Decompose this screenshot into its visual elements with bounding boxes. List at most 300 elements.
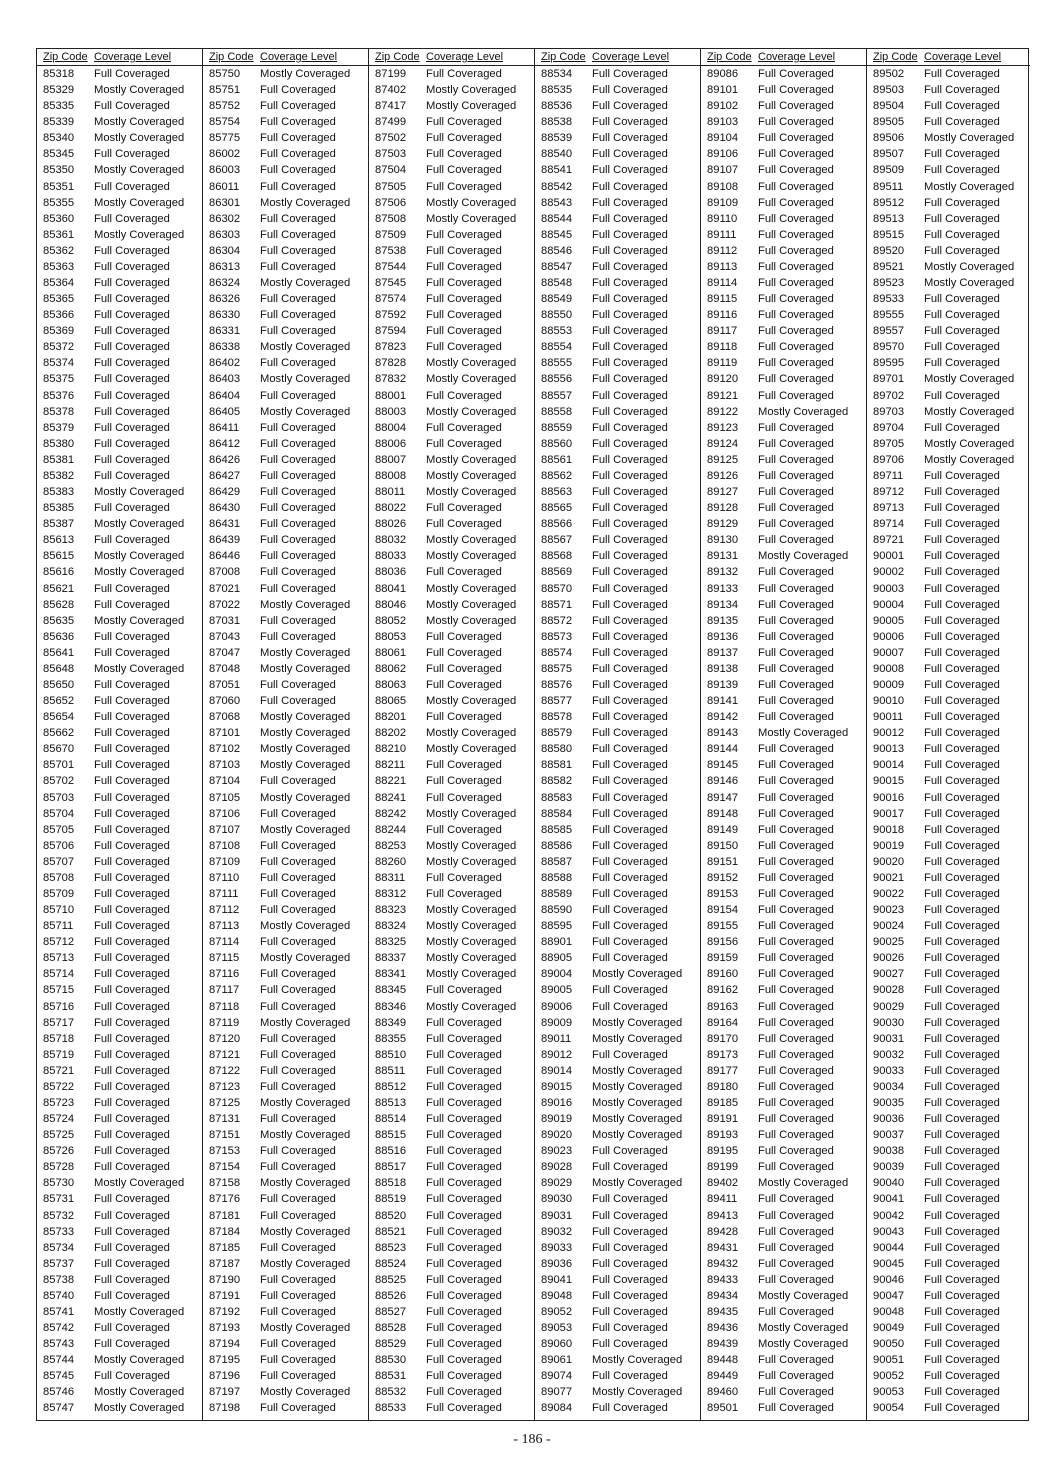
coverage-level-cell: Mostly Coveraged <box>592 1386 683 1399</box>
coverage-level-header: Coverage Level <box>260 51 338 63</box>
zip-code-cell: 90040 <box>873 1177 905 1190</box>
zip-code-cell: 88061 <box>375 646 407 659</box>
coverage-level-cell: Full Coveraged <box>260 469 336 482</box>
coverage-level-cell: Full Coveraged <box>260 968 336 981</box>
coverage-level-cell: Full Coveraged <box>426 1225 502 1238</box>
table-row <box>203 773 368 789</box>
table-row <box>535 275 700 291</box>
table-row <box>37 243 202 259</box>
table-row <box>369 195 534 211</box>
coverage-level-cell: Full Coveraged <box>924 1193 1000 1206</box>
table-row <box>867 613 1030 629</box>
coverage-level-cell: Full Coveraged <box>924 1306 1000 1319</box>
coverage-level-cell: Full Coveraged <box>924 582 1000 595</box>
table-row <box>535 1272 700 1288</box>
coverage-level-cell: Full Coveraged <box>592 614 668 627</box>
coverage-level-cell: Full Coveraged <box>924 486 1000 499</box>
table-row <box>701 757 866 773</box>
coverage-level-cell: Full Coveraged <box>924 1354 1000 1367</box>
table-row <box>701 1336 866 1352</box>
coverage-level-cell: Full Coveraged <box>260 871 336 884</box>
coverage-level-cell: Mostly Coveraged <box>260 1257 351 1270</box>
table-row <box>203 1336 368 1352</box>
coverage-level-cell: Mostly Coveraged <box>924 180 1015 193</box>
coverage-level-cell: Full Coveraged <box>94 887 170 900</box>
table-row <box>535 1175 700 1191</box>
coverage-level-cell: Full Coveraged <box>924 1386 1000 1399</box>
table-row <box>37 1159 202 1175</box>
coverage-level-cell: Mostly Coveraged <box>260 373 351 386</box>
zip-code-cell: 89132 <box>707 566 739 579</box>
zip-code-cell: 88901 <box>541 936 573 949</box>
coverage-level-cell: Full Coveraged <box>592 341 668 354</box>
table-row <box>867 420 1030 436</box>
coverage-level-cell: Full Coveraged <box>94 260 170 273</box>
coverage-level-cell: Full Coveraged <box>924 678 1000 691</box>
coverage-level-cell: Full Coveraged <box>924 357 1000 370</box>
table-row <box>37 1320 202 1336</box>
table-row <box>867 709 1030 725</box>
coverage-level-cell: Full Coveraged <box>924 743 1000 756</box>
coverage-level-cell: Full Coveraged <box>924 1273 1000 1286</box>
table-row <box>203 291 368 307</box>
table-row <box>701 1304 866 1320</box>
table-row <box>535 1320 700 1336</box>
table-row <box>369 1047 534 1063</box>
coverage-level-cell: Full Coveraged <box>94 775 170 788</box>
table-row <box>535 355 700 371</box>
zip-code-cell: 90013 <box>873 743 905 756</box>
zip-code-cell: 85650 <box>43 678 75 691</box>
zip-code-cell: 90001 <box>873 550 905 563</box>
zip-code-cell: 89029 <box>541 1177 573 1190</box>
coverage-level-cell: Full Coveraged <box>924 920 1000 933</box>
coverage-level-cell: Full Coveraged <box>592 486 668 499</box>
table-row <box>701 725 866 741</box>
coverage-level-cell: Full Coveraged <box>94 373 170 386</box>
coverage-level-cell: Full Coveraged <box>758 469 834 482</box>
table-row <box>37 677 202 693</box>
table-row <box>867 1272 1030 1288</box>
table-row <box>867 1047 1030 1063</box>
coverage-level-cell: Full Coveraged <box>94 357 170 370</box>
zip-code-cell: 89141 <box>707 695 739 708</box>
coverage-level-cell: Full Coveraged <box>592 1000 668 1013</box>
zip-code-cell: 85379 <box>43 421 75 434</box>
table-row <box>203 709 368 725</box>
zip-code-cell: 85740 <box>43 1289 75 1302</box>
table-row <box>203 854 368 870</box>
table-row <box>535 1079 700 1095</box>
table-row <box>37 1191 202 1207</box>
coverage-level-cell: Full Coveraged <box>94 212 170 225</box>
table-row <box>369 146 534 162</box>
zip-code-cell: 88036 <box>375 566 407 579</box>
zip-code-cell: 89114 <box>707 277 738 290</box>
zip-code-cell: 87592 <box>375 309 407 322</box>
coverage-level-cell: Full Coveraged <box>94 678 170 691</box>
coverage-level-cell: Full Coveraged <box>592 743 668 756</box>
coverage-level-cell: Full Coveraged <box>94 1322 170 1335</box>
table-row <box>867 1256 1030 1272</box>
table-row <box>867 1320 1030 1336</box>
zip-code-cell: 90054 <box>873 1402 905 1415</box>
coverage-level-cell: Full Coveraged <box>426 662 502 675</box>
coverage-level-cell: Full Coveraged <box>94 1032 170 1045</box>
zip-code-cell: 87113 <box>209 920 240 933</box>
zip-code-cell: 88323 <box>375 904 407 917</box>
coverage-level-cell: Full Coveraged <box>924 1322 1000 1335</box>
table-row <box>535 693 700 709</box>
coverage-level-cell: Full Coveraged <box>260 550 336 563</box>
coverage-level-cell: Full Coveraged <box>94 807 170 820</box>
table-row <box>37 645 202 661</box>
table-row <box>701 516 866 532</box>
zip-code-cell: 89139 <box>707 678 739 691</box>
zip-code-cell: 87043 <box>209 630 241 643</box>
table-row <box>701 645 866 661</box>
table-row <box>701 838 866 854</box>
table-row <box>535 1224 700 1240</box>
column-header <box>535 49 700 66</box>
table-row <box>867 934 1030 950</box>
zip-code-cell: 85345 <box>43 148 75 161</box>
zip-code-cell: 87199 <box>375 68 407 80</box>
zip-code-cell: 88210 <box>375 743 407 756</box>
table-row <box>867 1159 1030 1175</box>
table-row <box>867 790 1030 806</box>
coverage-level-cell: Mostly Coveraged <box>592 1177 683 1190</box>
zip-code-cell: 88578 <box>541 711 573 724</box>
coverage-level-cell: Full Coveraged <box>592 453 668 466</box>
table-row <box>535 902 700 918</box>
zip-code-cell: 89411 <box>707 1193 738 1206</box>
table-row <box>203 1368 368 1384</box>
table-row <box>535 452 700 468</box>
coverage-level-cell: Mostly Coveraged <box>426 84 517 97</box>
zip-code-cell: 85340 <box>43 132 75 145</box>
zip-code-cell: 85381 <box>43 453 75 466</box>
table-row <box>535 1015 700 1031</box>
zip-code-cell: 88062 <box>375 662 407 675</box>
table-row <box>203 1079 368 1095</box>
zip-code-cell: 85613 <box>43 534 75 547</box>
coverage-level-cell: Full Coveraged <box>924 196 1000 209</box>
table-row <box>369 1079 534 1095</box>
table-row <box>535 773 700 789</box>
table-row <box>701 1031 866 1047</box>
coverage-level-cell: Full Coveraged <box>758 1370 834 1383</box>
zip-code-cell: 88011 <box>375 486 406 499</box>
zip-code-cell: 89555 <box>873 309 905 322</box>
zip-code-cell: 89032 <box>541 1225 573 1238</box>
zip-code-cell: 89402 <box>707 1177 739 1190</box>
coverage-level-cell: Full Coveraged <box>924 630 1000 643</box>
coverage-level-cell: Full Coveraged <box>924 807 1000 820</box>
coverage-level-cell: Full Coveraged <box>758 116 834 129</box>
coverage-level-cell: Full Coveraged <box>260 518 336 531</box>
zip-code-cell: 89023 <box>541 1145 573 1158</box>
table-row <box>867 1015 1030 1031</box>
coverage-level-cell: Full Coveraged <box>94 920 170 933</box>
zip-code-cell: 89523 <box>873 277 905 290</box>
coverage-level-cell: Full Coveraged <box>426 260 502 273</box>
coverage-level-cell: Mostly Coveraged <box>426 453 517 466</box>
table-row <box>701 709 866 725</box>
table-row <box>535 709 700 725</box>
zip-code-cell: 89128 <box>707 502 739 515</box>
zip-code-cell: 85730 <box>43 1177 75 1190</box>
coverage-level-cell: Full Coveraged <box>260 1370 336 1383</box>
zip-code-cell: 88558 <box>541 405 573 418</box>
table-row <box>203 725 368 741</box>
zip-code-cell: 88545 <box>541 228 573 241</box>
zip-code-cell: 87545 <box>375 277 407 290</box>
coverage-level-cell: Mostly Coveraged <box>426 373 517 386</box>
table-row <box>369 1336 534 1352</box>
zip-code-cell: 89704 <box>873 421 905 434</box>
zip-code-cell: 85708 <box>43 871 75 884</box>
coverage-level-cell: Full Coveraged <box>592 920 668 933</box>
coverage-level-cell: Full Coveraged <box>94 871 170 884</box>
zip-code-cell: 89570 <box>873 341 905 354</box>
zip-code-cell: 85355 <box>43 196 75 209</box>
column-header <box>203 49 368 66</box>
coverage-level-cell: Full Coveraged <box>924 1016 1000 1029</box>
zip-code-cell: 87594 <box>375 325 407 338</box>
coverage-level-cell: Full Coveraged <box>924 614 1000 627</box>
table-row <box>701 195 866 211</box>
table-row <box>37 564 202 580</box>
coverage-level-cell: Full Coveraged <box>592 1273 668 1286</box>
zip-code-cell: 87184 <box>209 1225 241 1238</box>
zip-code-cell: 89503 <box>873 84 905 97</box>
table-row <box>701 773 866 789</box>
zip-code-cell: 88567 <box>541 534 573 547</box>
coverage-level-cell: Full Coveraged <box>426 1145 502 1158</box>
zip-code-cell: 89170 <box>707 1032 739 1045</box>
coverage-level-cell: Full Coveraged <box>426 1257 502 1270</box>
coverage-level-cell: Mostly Coveraged <box>94 1386 185 1399</box>
zip-code-cell: 85746 <box>43 1386 75 1399</box>
coverage-level-cell: Full Coveraged <box>426 759 502 772</box>
table-row <box>535 291 700 307</box>
table-row <box>37 982 202 998</box>
table-row <box>867 581 1030 597</box>
table-row <box>701 1095 866 1111</box>
table-row <box>701 597 866 613</box>
table-row <box>369 950 534 966</box>
table-row <box>37 227 202 243</box>
zip-code-cell: 87502 <box>375 132 407 145</box>
zip-code-cell: 86011 <box>209 180 240 193</box>
zip-code-cell: 88573 <box>541 630 573 643</box>
coverage-level-cell: Full Coveraged <box>758 453 834 466</box>
table-row <box>701 886 866 902</box>
coverage-level-cell: Full Coveraged <box>260 84 336 97</box>
coverage-level-cell: Full Coveraged <box>94 1016 170 1029</box>
table-row <box>203 677 368 693</box>
coverage-level-cell: Full Coveraged <box>94 582 170 595</box>
table-row <box>867 838 1030 854</box>
zip-code-cell: 88349 <box>375 1016 407 1029</box>
coverage-level-cell: Full Coveraged <box>426 1032 502 1045</box>
zip-code-cell: 89509 <box>873 164 905 177</box>
table-row <box>369 790 534 806</box>
table-row <box>701 581 866 597</box>
coverage-level-cell: Full Coveraged <box>924 550 1000 563</box>
table-row <box>701 1015 866 1031</box>
zip-code-cell: 85362 <box>43 244 75 257</box>
coverage-level-cell: Mostly Coveraged <box>94 518 185 531</box>
table-row <box>701 1047 866 1063</box>
table-row <box>701 146 866 162</box>
coverage-level-cell: Mostly Coveraged <box>924 277 1015 290</box>
coverage-level-cell: Full Coveraged <box>260 421 336 434</box>
coverage-level-cell: Full Coveraged <box>426 1386 502 1399</box>
table-row <box>203 1256 368 1272</box>
coverage-level-cell: Mostly Coveraged <box>94 1306 185 1319</box>
zip-code-cell: 85375 <box>43 373 75 386</box>
zip-code-cell: 89428 <box>707 1225 739 1238</box>
table-row <box>701 532 866 548</box>
coverage-level-cell: Full Coveraged <box>260 100 336 113</box>
zip-code-cell: 85733 <box>43 1225 75 1238</box>
zip-code-cell: 85711 <box>43 920 74 933</box>
coverage-level-cell: Full Coveraged <box>924 244 1000 257</box>
zip-code-cell: 88033 <box>375 550 407 563</box>
table-row <box>701 1079 866 1095</box>
table-row <box>369 564 534 580</box>
zip-code-cell: 89436 <box>707 1322 739 1335</box>
coverage-level-cell: Full Coveraged <box>260 855 336 868</box>
table-row <box>203 307 368 323</box>
table-row <box>369 98 534 114</box>
table-row <box>203 500 368 516</box>
table-row <box>369 420 534 436</box>
coverage-level-cell: Full Coveraged <box>592 180 668 193</box>
zip-code-cell: 89149 <box>707 823 739 836</box>
zip-code-cell: 88521 <box>375 1225 407 1238</box>
coverage-level-cell: Mostly Coveraged <box>758 405 849 418</box>
table-row <box>369 1224 534 1240</box>
zip-code-cell: 89124 <box>707 437 739 450</box>
table-row <box>535 98 700 114</box>
table-row <box>535 420 700 436</box>
table-row <box>37 999 202 1015</box>
coverage-level-cell: Mostly Coveraged <box>924 132 1015 145</box>
coverage-level-cell: Full Coveraged <box>426 116 502 129</box>
coverage-level-cell: Mostly Coveraged <box>94 566 185 579</box>
zip-code-cell: 85366 <box>43 309 75 322</box>
zip-code-cell: 87832 <box>375 373 407 386</box>
zip-code-cell: 87105 <box>209 791 241 804</box>
zip-code-cell: 89434 <box>707 1289 739 1302</box>
coverage-level-cell: Full Coveraged <box>592 1193 668 1206</box>
table-row <box>37 966 202 982</box>
coverage-level-cell: Full Coveraged <box>426 341 502 354</box>
zip-code-cell: 90025 <box>873 936 905 949</box>
coverage-level-cell: Full Coveraged <box>592 904 668 917</box>
zip-code-cell: 87110 <box>209 871 240 884</box>
coverage-level-cell: Full Coveraged <box>426 1354 502 1367</box>
zip-code-cell: 90031 <box>873 1032 905 1045</box>
zip-code-cell: 90020 <box>873 855 905 868</box>
zip-code-cell: 88022 <box>375 502 407 515</box>
coverage-level-cell: Full Coveraged <box>94 968 170 981</box>
table-row <box>203 1143 368 1159</box>
zip-code-cell: 88595 <box>541 920 573 933</box>
coverage-level-cell: Mostly Coveraged <box>260 1129 351 1142</box>
table-row <box>701 404 866 420</box>
zip-code-cell: 86302 <box>209 212 241 225</box>
coverage-level-cell: Full Coveraged <box>426 1209 502 1222</box>
zip-code-cell: 85635 <box>43 614 75 627</box>
coverage-level-cell: Full Coveraged <box>924 871 1000 884</box>
coverage-level-cell: Full Coveraged <box>260 389 336 402</box>
coverage-level-cell: Full Coveraged <box>94 244 170 257</box>
table-row <box>37 1304 202 1320</box>
table-row <box>867 741 1030 757</box>
zip-code-cell: 90021 <box>873 871 905 884</box>
coverage-level-cell: Full Coveraged <box>426 1016 502 1029</box>
table-row <box>701 114 866 130</box>
coverage-level-cell: Full Coveraged <box>260 1193 336 1206</box>
table-row <box>203 757 368 773</box>
zip-code-cell: 87123 <box>209 1080 241 1093</box>
zip-code-cell: 85743 <box>43 1338 75 1351</box>
coverage-level-cell: Full Coveraged <box>94 469 170 482</box>
zip-code-cell: 89137 <box>707 646 739 659</box>
zip-code-cell: 90011 <box>873 711 904 724</box>
zip-code-cell: 88575 <box>541 662 573 675</box>
coverage-level-cell: Full Coveraged <box>426 566 502 579</box>
zip-code-cell: 88570 <box>541 582 573 595</box>
coverage-level-cell: Mostly Coveraged <box>426 405 517 418</box>
coverage-level-cell: Full Coveraged <box>924 1080 1000 1093</box>
coverage-level-cell: Full Coveraged <box>94 1370 170 1383</box>
table-row <box>37 1352 202 1368</box>
coverage-level-cell: Full Coveraged <box>924 839 1000 852</box>
coverage-level-cell: Full Coveraged <box>426 984 502 997</box>
zip-code-cell: 89191 <box>707 1113 739 1126</box>
zip-code-cell: 87114 <box>209 936 240 949</box>
coverage-level-cell: Mostly Coveraged <box>260 405 351 418</box>
coverage-level-cell: Full Coveraged <box>260 244 336 257</box>
coverage-level-cell: Full Coveraged <box>592 823 668 836</box>
coverage-level-cell: Full Coveraged <box>94 68 170 80</box>
coverage-level-cell: Full Coveraged <box>426 293 502 306</box>
table-row <box>535 468 700 484</box>
table-row <box>867 1288 1030 1304</box>
zip-code-cell: 87116 <box>209 968 240 981</box>
zip-code-cell: 87194 <box>209 1338 241 1351</box>
table-column <box>203 49 369 1420</box>
table-row <box>535 1368 700 1384</box>
zip-code-cell: 85318 <box>43 68 75 80</box>
coverage-level-cell: Full Coveraged <box>260 228 336 241</box>
table-row <box>203 98 368 114</box>
coverage-level-cell: Full Coveraged <box>592 293 668 306</box>
table-row <box>369 645 534 661</box>
table-row <box>535 581 700 597</box>
coverage-level-cell: Full Coveraged <box>260 534 336 547</box>
coverage-level-cell: Mostly Coveraged <box>94 662 185 675</box>
zip-code-cell: 89031 <box>541 1209 573 1222</box>
zip-code-cell: 89134 <box>707 598 739 611</box>
coverage-level-cell: Full Coveraged <box>426 148 502 161</box>
coverage-level-cell: Full Coveraged <box>426 1048 502 1061</box>
